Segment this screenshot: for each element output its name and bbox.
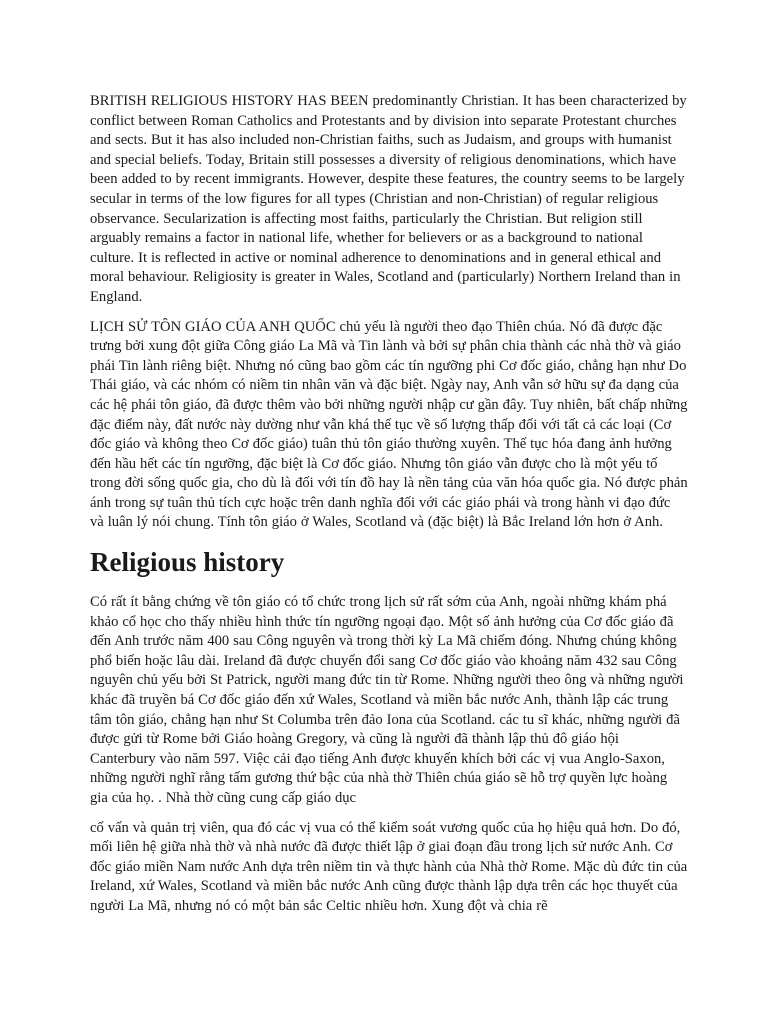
history-paragraph-2: cố vấn và quản trị viên, qua đó các vị vua có thể kiểm soát vương quốc của họ hiệu quả hơn. Do đó, mối liên hệ giữa nhà thờ và nhà nước đã được thiết lập ở giai đoạn đầu trong lịch sử nước Anh. Cơ đốc giáo miền Nam nước Anh dựa trên niềm tin và thực hành của Nhà thờ Rome. Mặc dù đức tin của Ireland, xứ Wales, Scotland và miền bắc nước Anh cũng được thành lập dựa trên các học thuyết của người La Mã, nhưng nó có một bản sắc Celtic nhiều hơn. Xung đột và chia rẽ: [90, 819, 688, 914]
vietnamese-paragraph: LỊCH SỬ TÔN GIÁO CỦA ANH QUỐC chủ yếu là người theo đạo Thiên chúa. Nó đã được đặc trưng bởi xung đột giữa Công giáo La Mã và Tin lành và bởi sự phân chia thành các nhà thờ và giáo phái Tin lành riêng biệt. Nhưng nó cũng bao gồm các tín ngưỡng phi Cơ đốc giáo, chẳng hạn như Do Thái giáo, và các nhóm có niềm tin nhân văn và đặc biệt. Ngày nay, Anh vẫn sở hữu sự đa dạng của các hệ phái tôn giáo, đã được thêm vào bởi những người nhập cư gần đây. Tuy nhiên, bất chấp những đặc điểm này, đất nước này dường như vẫn khá thế tục về số lượng thấp đối với tất cả các loại (Cơ đốc giáo và không theo Cơ đốc giáo) tuân thủ tôn giáo thường xuyên. Thế tục hóa đang ảnh hưởng đến hầu hết các tín ngưỡng, đặc biệt là Cơ đốc giáo. Nhưng tôn giáo vẫn được cho là một yếu tố trong đời sống quốc gia, cho dù là đối với tín đồ hay là nền tảng của văn hóa quốc gia. Nó được phản ánh trong sự tuân thủ tích cực hoặc trên danh nghĩa đối với các giáo phái và trong hành vi đạo đức và luân lý nói chung. Tính tôn giáo ở Wales, Scotland và (đặc biệt) là Bắc Ireland lớn hơn ở Anh.: [90, 318, 688, 531]
english-paragraph: BRITISH RELIGIOUS HISTORY HAS BEEN predominantly Christian. It has been characterized by conflict between Roman Catholics and Protestants and by division into separate Protestant churches and sects. But it has also included non-Christian faiths, such as Judaism, and groups with humanist and special beliefs. Today, Britain still possesses a diversity of religious denominations, which have been added to by recent immigrants. However, despite these features, the country seems to be largely secular in terms of the low figures for all types (Christian and non-Christian) of regular religious observance. Secularization is affecting most faiths, particularly the Christian. But religion still arguably remains a factor in national life, whether for believers or as a background to national culture. It is reflected in active or nominal adherence to denominations and in general ethical and moral behaviour. Religiosity is greater in Wales, Scotland and (particularly) Northern Ireland than in England.: [90, 93, 687, 305]
section-heading: Religious history: [90, 547, 285, 578]
history-paragraph-1: Có rất ít bằng chứng về tôn giáo có tổ chức trong lịch sử rất sớm của Anh, ngoài những khám phá khảo cổ học cho thấy nhiều hình thức tín ngưỡng ngoại đạo. Một số ảnh hưởng của Cơ đốc giáo đã đến Anh trước năm 400 sau Công nguyên và trong thời kỳ La Mã chiếm đóng. Nhưng chúng không phổ biến hoặc lâu dài. Ireland đã được chuyển đổi sang Cơ đốc giáo vào khoảng năm 432 sau Công nguyên chủ yếu bởi St Patrick, người mang đức tin từ Rome. Những người theo ông và những người khác đã truyền bá Cơ đốc giáo đến xứ Wales, Scotland và miền bắc nước Anh, thành lập các trung tâm tôn giáo, chẳng hạn như St Columba trên đảo Iona của Scotland. các tu sĩ khác, những người đã được gửi từ Rome bởi Giáo hoàng Gregory, và cũng là người đã thành lập thủ đô giáo hội Canterbury vào năm 597. Việc cải đạo tiếng Anh được khuyến khích bởi các vị vua Anglo-Saxon, những người nghĩ rằng tấm gương thứ bậc của nhà thờ Thiên chúa giáo sẽ hỗ trợ quyền lực hoàng gia của họ. . Nhà thờ cũng cung cấp giáo dục: [90, 594, 684, 806]
